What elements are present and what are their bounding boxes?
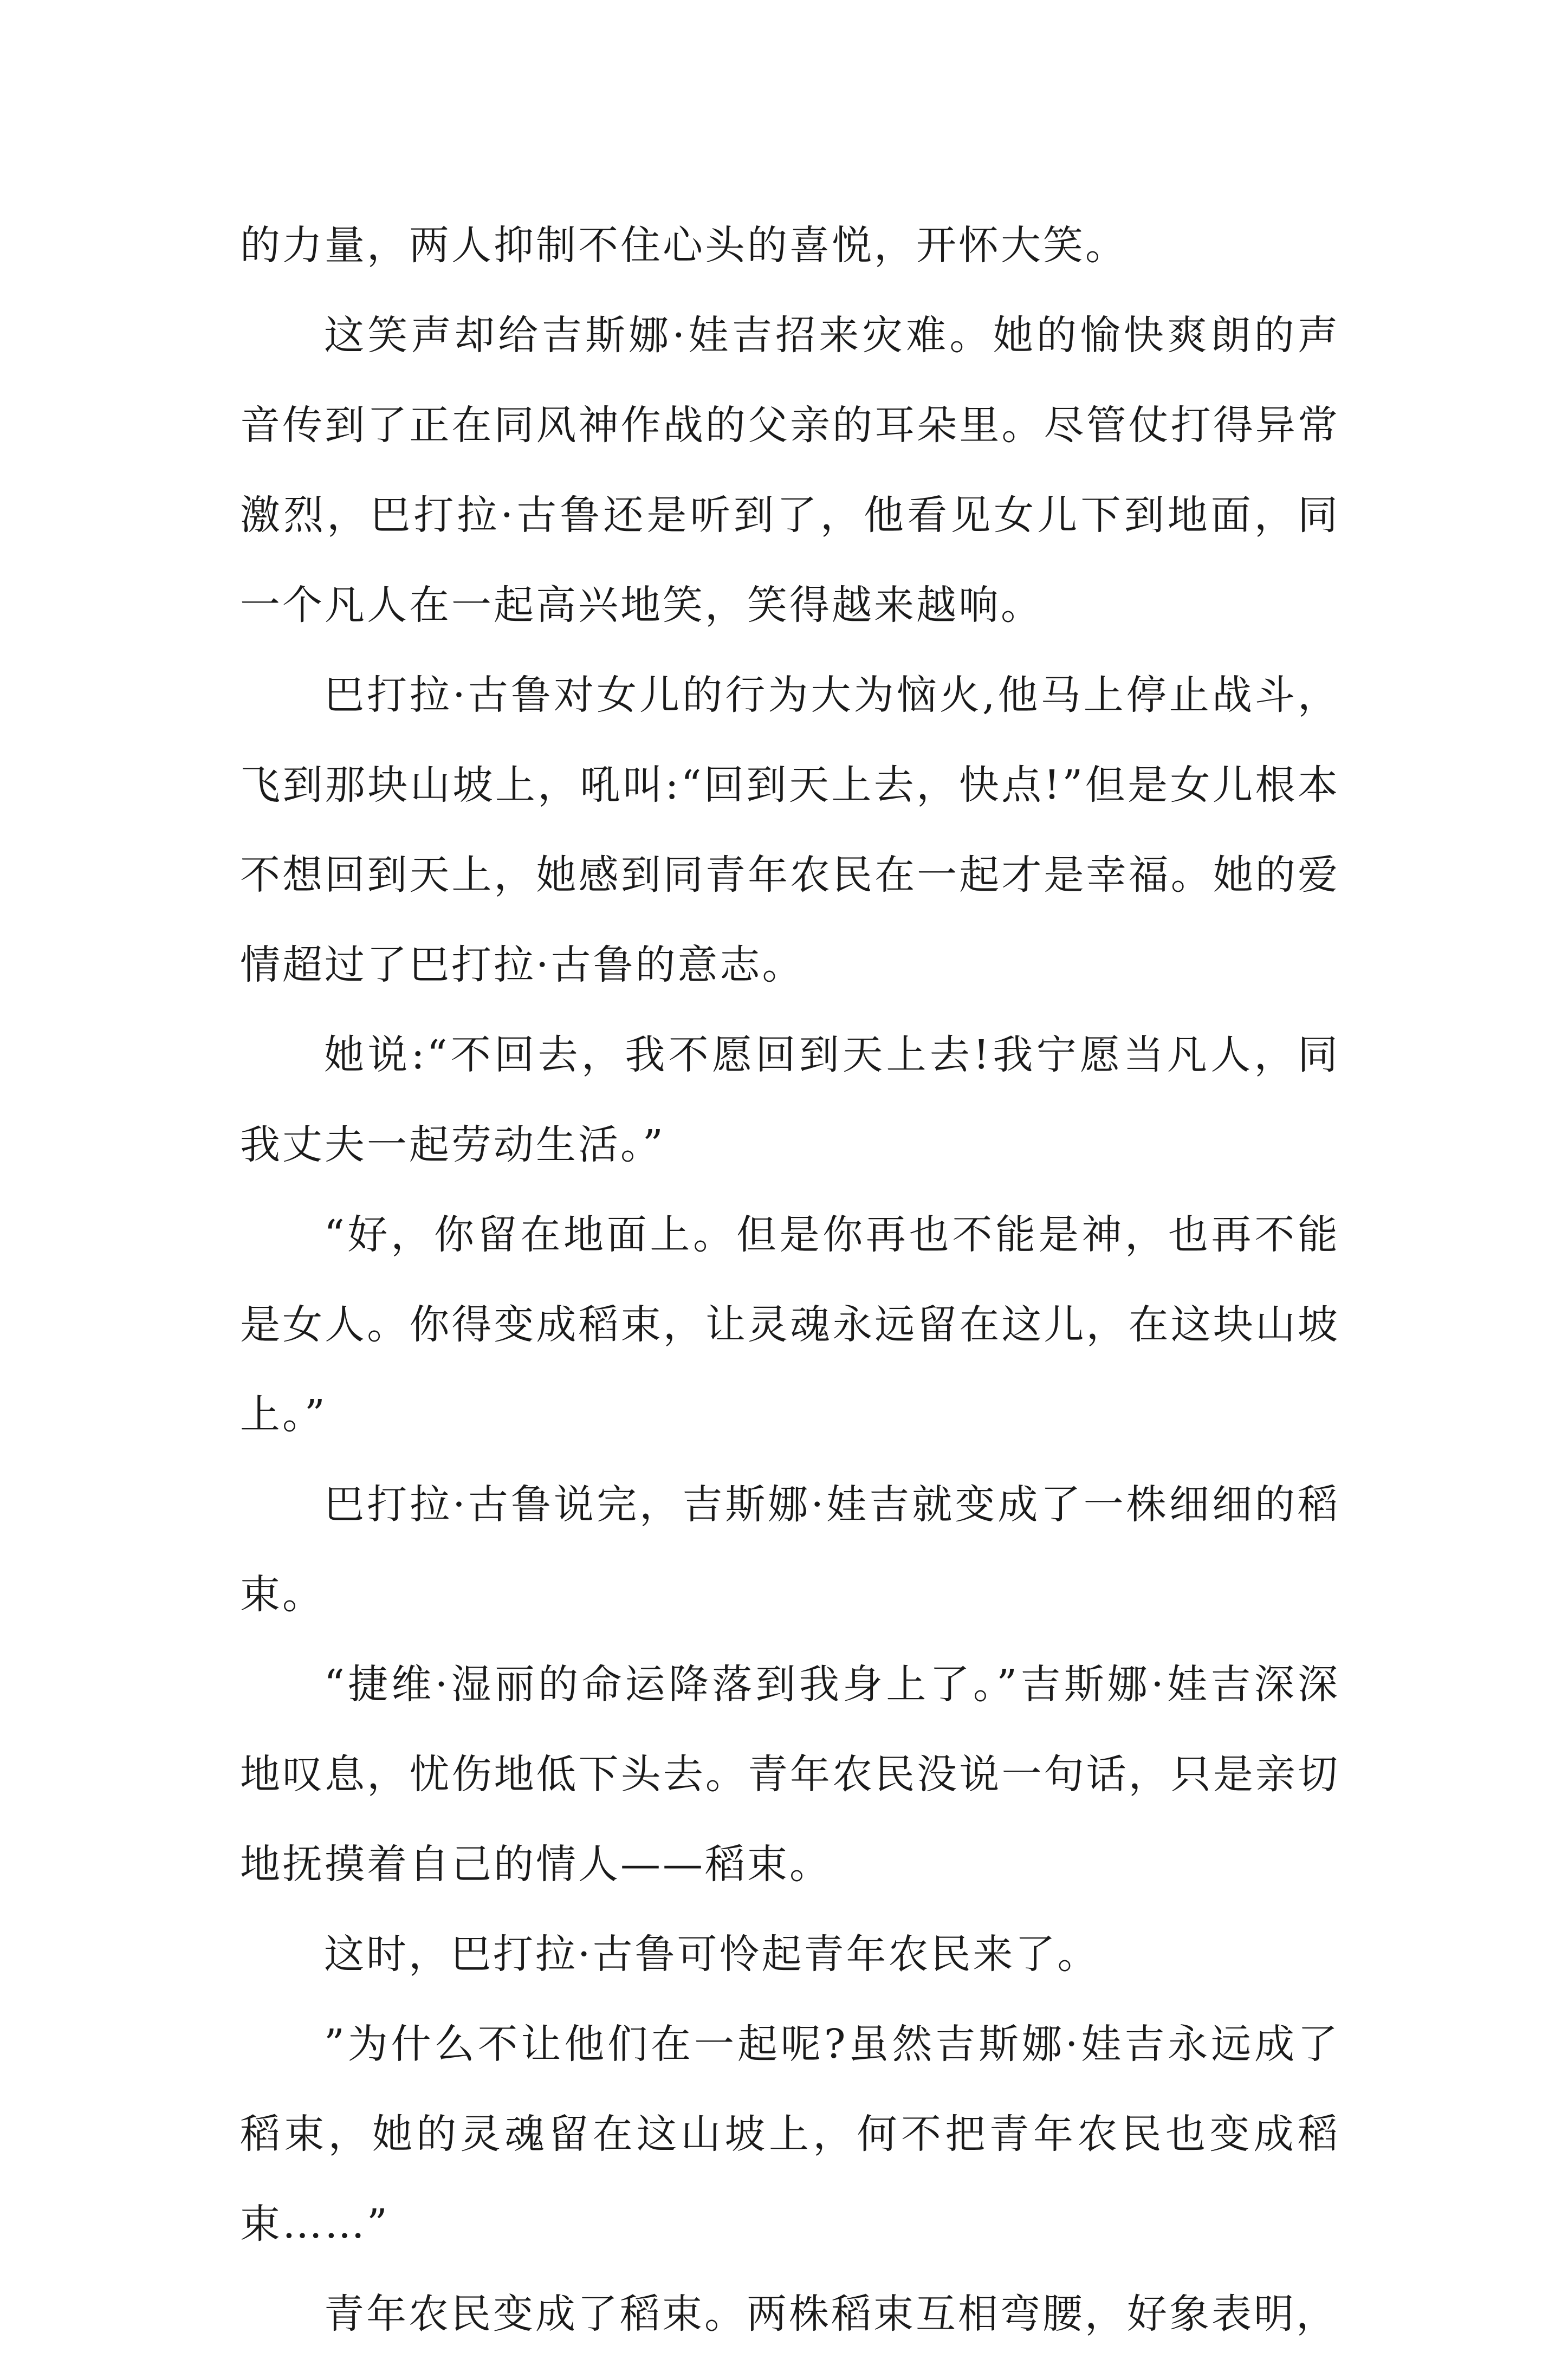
- paragraph-8: 这时，巴打拉·古鲁可怜起青年农民来了。: [324, 1931, 1100, 1978]
- body-text: [240, 200, 1340, 2359]
- paragraph-5: “好，你留在地面上。但是你再也不能是神，也再不能是女人。你得变成稻束，让灵魂永远留在这儿，在这块山坡上。”: [240, 1211, 1340, 1438]
- paragraph-9: ”为什么不让他们在一起呢?虽然吉斯娜·娃吉永远成了稻束，她的灵魂留在这山坡上，何不把青年农民也变成稻束……”: [240, 2021, 1340, 2247]
- paragraph-2: 这笑声却给吉斯娜·娃吉招来灾难。她的愉快爽朗的声音传到了正在同风神作战的父亲的耳朵里。尽管仗打得异常激烈，巴打拉·古鲁还是听到了，他看见女儿下到地面，同一个凡人在一起高兴地笑，笑得越来越响。: [240, 312, 1340, 628]
- paragraph-1: 的力量，两人抑制不住心头的喜悦，开怀大笑。: [240, 222, 1128, 269]
- paragraph-10: 青年农民变成了稻束。两株稻束互相弯腰，好象表明，: [324, 2291, 1338, 2337]
- paragraph-3: 巴打拉·古鲁对女儿的行为大为恼火,他马上停止战斗，飞到那块山坡上，吼叫:“回到天上去，快点!”但是女儿根本不想回到天上，她感到同青年农民在一起才是幸福。她的爱情超过了巴打拉·古鲁的意志。: [240, 672, 1340, 988]
- paragraph-7: “捷维·湿丽的命运降落到我身上了。”吉斯娜·娃吉深深地叹息，忧伤地低下头去。青年农民没说一句话，只是亲切地抚摸着自己的情人——稻束。: [240, 1661, 1340, 1888]
- paragraph-6: 巴打拉·古鲁说完，吉斯娜·娃吉就变成了一株细细的稻束。: [240, 1481, 1340, 1618]
- paragraph-4: 她说:“不回去，我不愿回到天上去!我宁愿当凡人，同我丈夫一起劳动生活。”: [240, 1032, 1340, 1168]
